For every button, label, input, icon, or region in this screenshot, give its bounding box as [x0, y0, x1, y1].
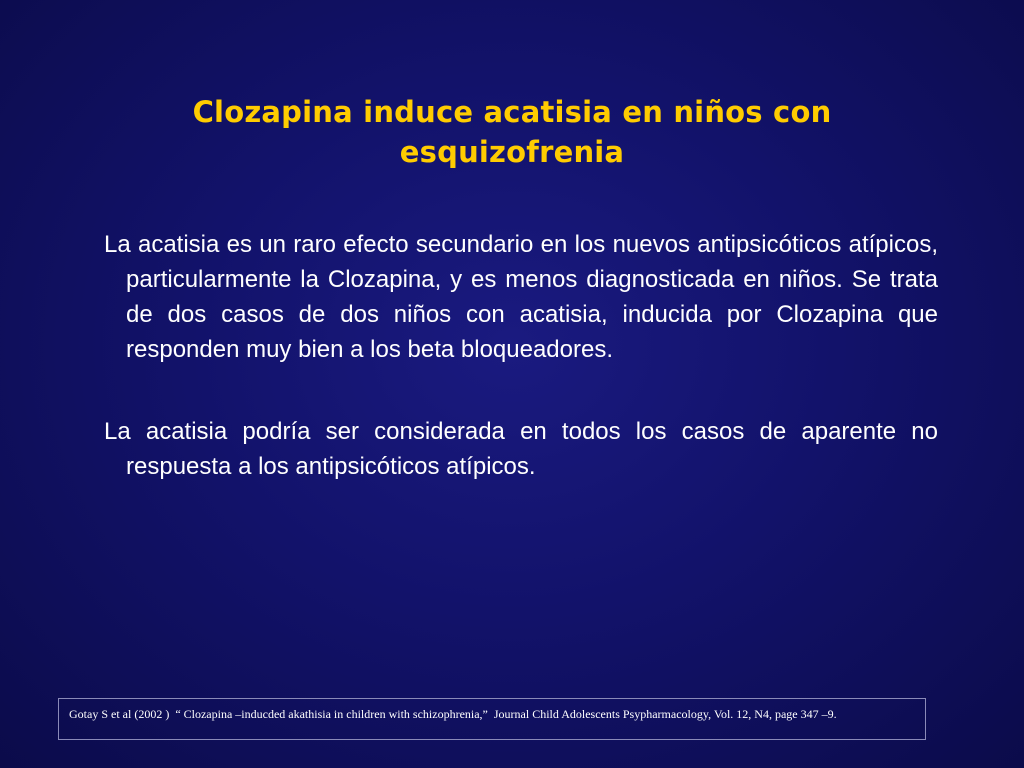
body-paragraph-1: La acatisia es un raro efecto secundario en los nuevos antipsicóticos atípicos, particularmente la Clozapina, y es menos diagnosticada en niños. Se trata de dos casos de dos niños con acatisia, inducida por Clozapina que responden muy bien a los beta bloqueadores.	[104, 231, 938, 363]
body-paragraph-2: La acatisia podría ser considerada en todos los casos de aparente no respuesta a los antipsicóticos atípicos.	[104, 418, 938, 480]
slide-body	[104, 227, 938, 484]
slide-title: Clozapina induce acatisia en niños con esquizofrenia	[192, 95, 832, 169]
citation-text: Gotay S et al (2002 ) “ Clozapina –inducded akathisia in children with schizophrenia,” Journal Child Adolescents Psypharmacology, Vol. 12, N4, page 347 –9.	[69, 707, 837, 721]
citation-box	[58, 698, 926, 740]
